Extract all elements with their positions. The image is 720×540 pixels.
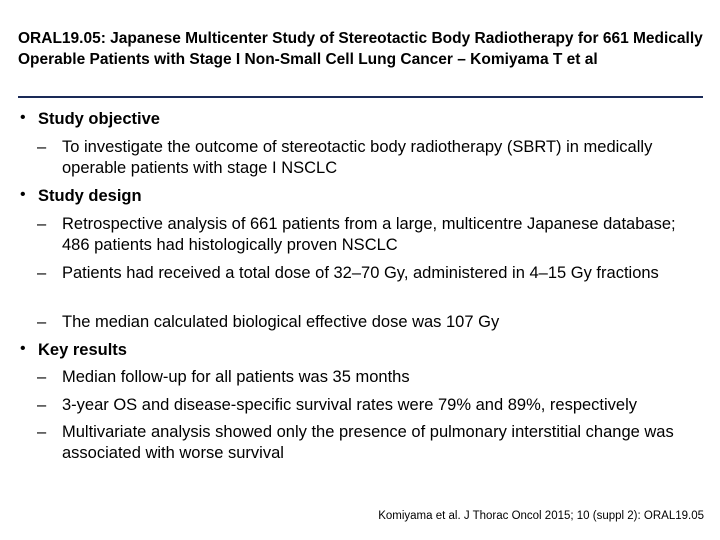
bullet-icon: • [20, 186, 26, 203]
dash-icon: – [37, 138, 47, 156]
citation-footnote: Komiyama et al. J Thorac Oncol 2015; 10 (suppl 2): ORAL19.05 [378, 510, 704, 522]
sub-bullet-text: To investigate the outcome of stereotactic body radiotherapy (SBRT) in medically operable patients with stage I NSCLC [62, 138, 653, 177]
section-heading: Study design [38, 187, 142, 205]
sub-bullet-text: Multivariate analysis showed only the presence of pulmonary interstitial change was associated with worse survival [62, 423, 674, 462]
sub-bullet [37, 367, 697, 388]
sub-bullet-text: Median follow-up for all patients was 35 months [62, 368, 410, 386]
section-heading: Key results [38, 341, 127, 359]
sub-bullet [37, 395, 697, 416]
dash-icon: – [37, 264, 47, 282]
sub-bullet [37, 422, 697, 464]
sub-bullet-text: The median calculated biological effective dose was 107 Gy [62, 313, 500, 331]
dash-icon: – [37, 313, 47, 331]
title-divider [18, 96, 703, 98]
bullet-icon: • [20, 340, 26, 357]
section-heading: Study objective [38, 110, 160, 128]
dash-icon: – [37, 215, 47, 233]
sub-bullet [37, 263, 697, 284]
bullet-icon: • [20, 109, 26, 126]
sub-bullet-text: 3-year OS and disease-specific survival rates were 79% and 89%, respectively [62, 396, 638, 414]
sub-bullet [37, 312, 697, 333]
dash-icon: – [37, 396, 47, 414]
dash-icon: – [37, 423, 47, 441]
sub-bullet [37, 137, 697, 179]
sub-bullet [37, 214, 697, 256]
dash-icon: – [37, 368, 47, 386]
sub-bullet-text: Retrospective analysis of 661 patients from a large, multicentre Japanese database; 486 patients had histologically proven NSCLC [62, 215, 676, 254]
slide-title: ORAL19.05: Japanese Multicenter Study of Stereotactic Body Radiotherapy for 661 Medically Operable Patients with Stage I Non-Small Cell Lung Cancer – Komiyama T et al [18, 30, 703, 68]
sub-bullet-text: Patients had received a total dose of 32–70 Gy, administered in 4–15 Gy fractions [62, 264, 659, 282]
